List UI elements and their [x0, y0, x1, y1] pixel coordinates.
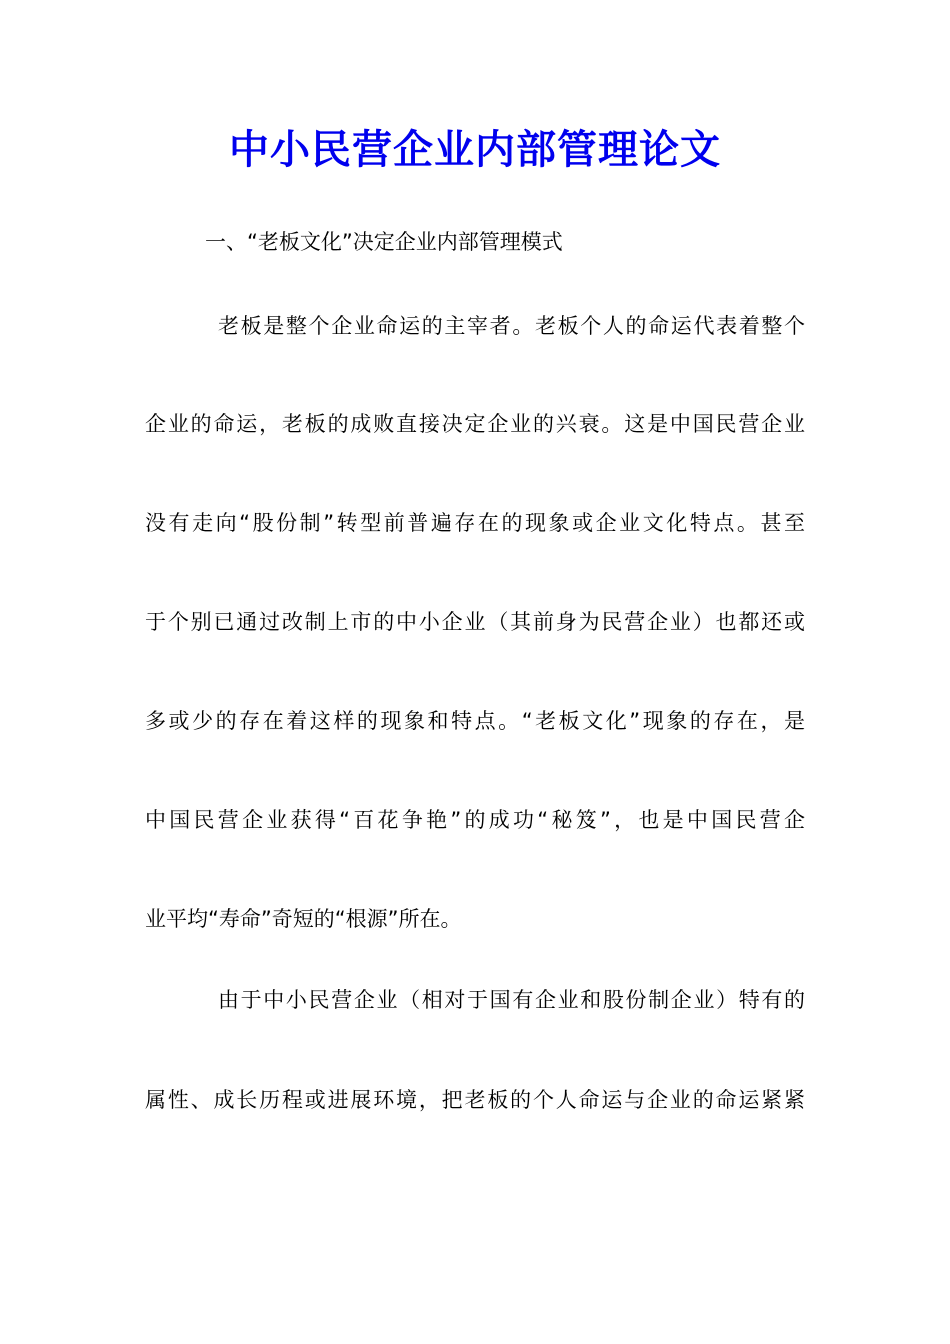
paragraph-1-line-3: 没有走向“股份制”转型前普遍存在的现象或企业文化特点。甚至 [145, 511, 805, 535]
paragraph-2-line-2: 属性、成长历程或进展环境，把老板的个人命运与企业的命运紧紧 [145, 1088, 805, 1112]
paragraph-1-line-4: 于个别已通过改制上市的中小企业（其前身为民营企业）也都还或 [145, 610, 805, 634]
paragraph-1-line-6: 中国民营企业获得“百花争艳”的成功“秘笈”，也是中国民营企 [145, 808, 805, 832]
paragraph-1-line-1: 老板是整个企业命运的主宰者。老板个人的命运代表着整个 [218, 314, 805, 338]
section-heading: 一、“老板文化”决定企业内部管理模式 [205, 230, 563, 254]
document-title: 中小民营企业内部管理论文 [229, 126, 721, 173]
paragraph-1-line-2: 企业的命运，老板的成败直接决定企业的兴衰。这是中国民营企业 [145, 412, 805, 436]
paragraph-1-line-7: 业平均“寿命”奇短的“根源”所在。 [145, 907, 462, 931]
paragraph-2-line-1: 由于中小民营企业（相对于国有企业和股份制企业）特有的 [218, 988, 805, 1012]
paragraph-1-line-5: 多或少的存在着这样的现象和特点。“老板文化”现象的存在，是 [145, 709, 805, 733]
